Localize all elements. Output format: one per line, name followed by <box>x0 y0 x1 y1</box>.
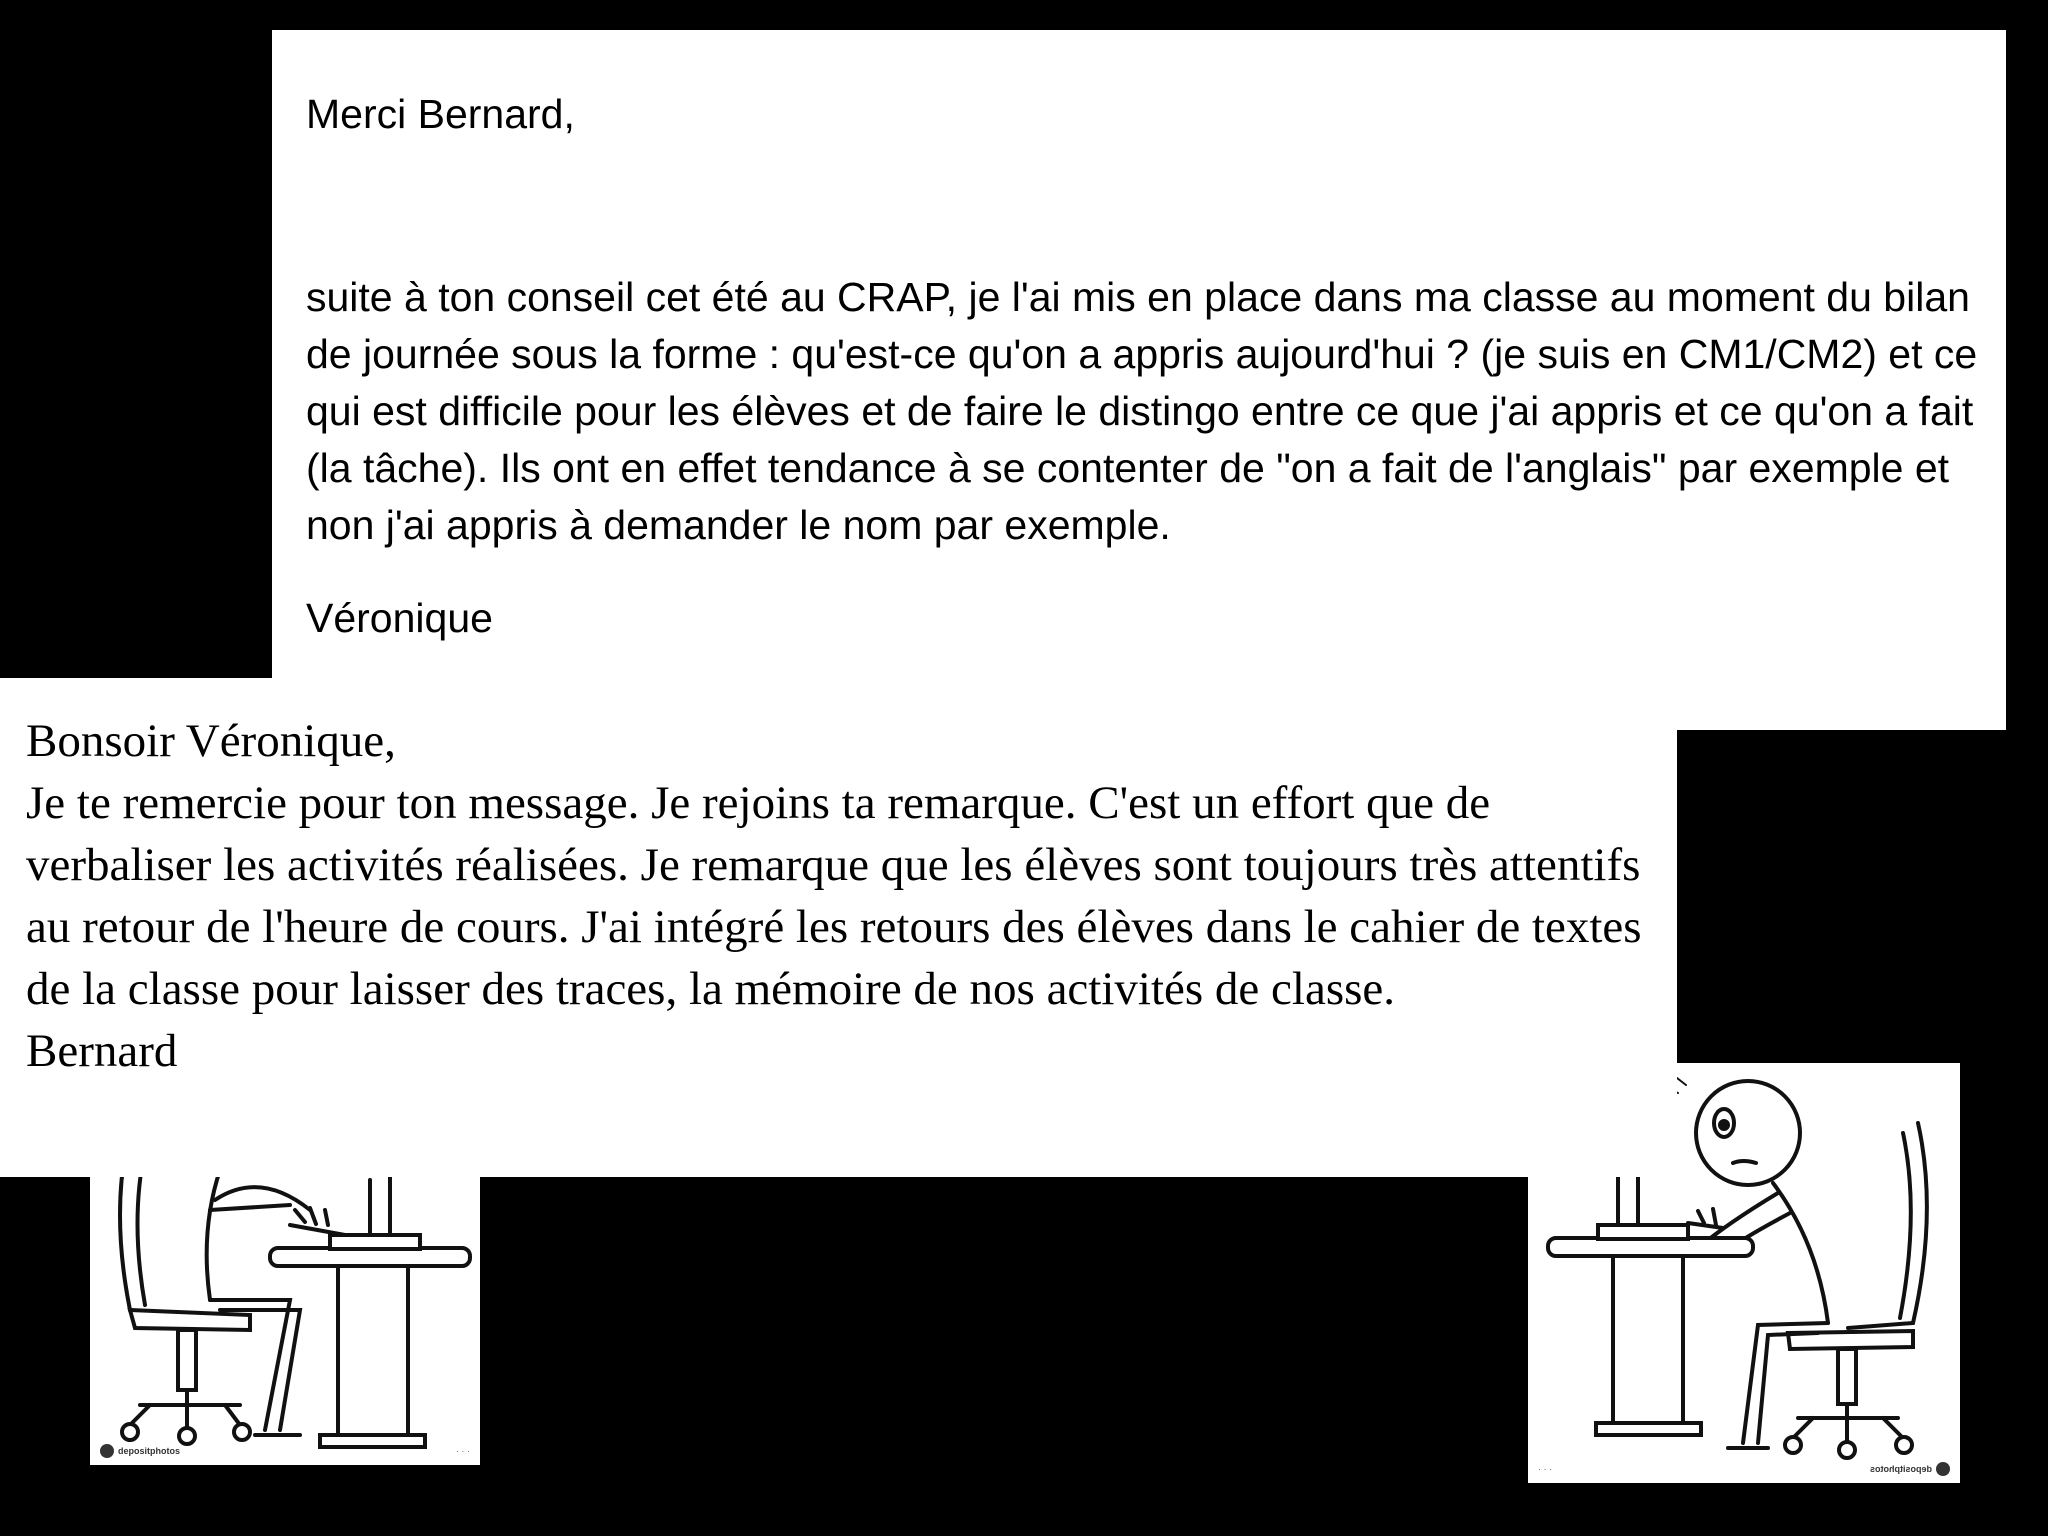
message-card-veronique <box>272 30 2006 730</box>
illustration-footer <box>1528 1455 1960 1483</box>
reply-body: Je te remercie pour ton message. Je rejoins ta remarque. C'est un effort que de verbaliser les activités réalisées. Je remarque que les élèves sont toujours très attentifs au retour de l'heure de cours. J'ai intégré les retours des élèves dans le cahier de textes de la classe pour laisser des traces, la mémoire de nos activités de classe. <box>26 777 1642 1015</box>
depositphotos-logo <box>1870 1462 1950 1476</box>
message-greeting: Merci Bernard, <box>306 91 575 137</box>
message-body: suite à ton conseil cet été au CRAP, je l'ai mis en place dans ma classe au moment du bilan de journée sous la forme : qu'est-ce qu'on a appris aujourd'hui ? (je suis en CM1/CM2) et ce qui est difficile pour les élèves et de faire le distingo entre ce que j'ai appris et ce qu'on a fait (la tâche). Ils ont en effet tendance à se contenter de "on a fait de l'anglais" par exemple et non j'ai appris à demander le nom par exemple. <box>306 274 1978 548</box>
depositphotos-logo <box>100 1444 180 1458</box>
watermark-stamp: · · · <box>456 1446 470 1456</box>
message-card-bernard <box>0 678 1677 1177</box>
depositphotos-icon <box>100 1444 114 1458</box>
depositphotos-icon <box>1936 1462 1950 1476</box>
reply-signature: Bernard <box>26 1025 178 1077</box>
brand-text: depositphotos <box>118 1446 180 1456</box>
message-signature: Véronique <box>306 595 493 641</box>
reply-greeting: Bonsoir Véronique, <box>26 715 396 767</box>
watermark-stamp: · · · <box>1538 1464 1552 1474</box>
brand-text: depositphotos <box>1870 1464 1932 1474</box>
illustration-footer <box>90 1437 480 1465</box>
